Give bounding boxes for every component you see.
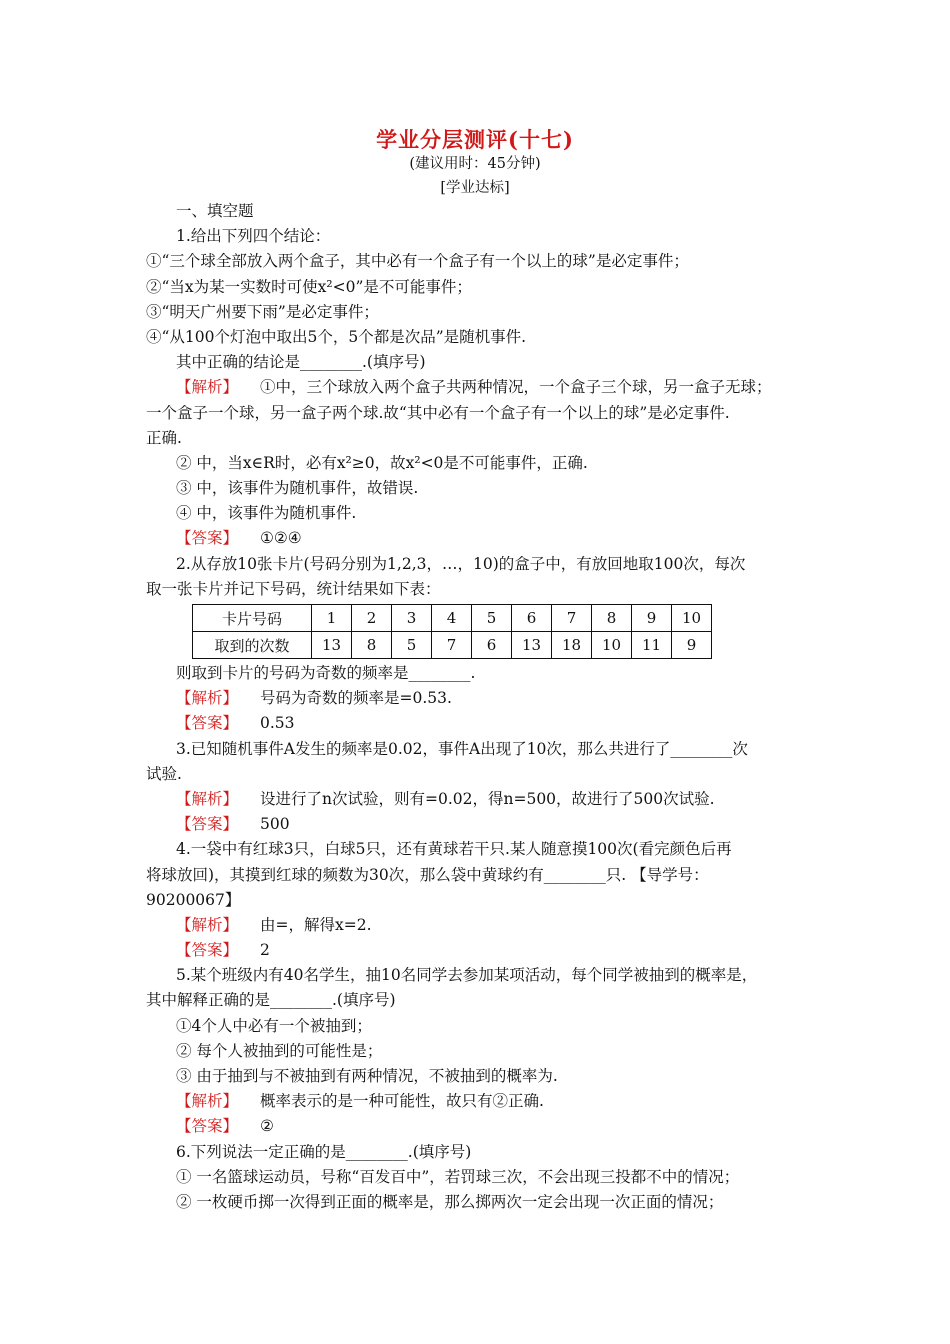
table-row bbox=[193, 632, 712, 659]
frequency-table bbox=[192, 604, 712, 659]
q3-stem-line-1: 3.已知随机事件A发生的频率是0.02，事件A出现了10次，那么共进行了________次 bbox=[176, 739, 748, 758]
q2-ask: 则取到卡片的号码为奇数的频率是________. bbox=[176, 664, 476, 682]
q4-answer bbox=[146, 938, 806, 963]
table-header-cell: 取到的次数 bbox=[193, 632, 312, 659]
q5-item-1: ①4个人中必有一个被抽到； bbox=[176, 1016, 372, 1035]
analysis-label: 【解析】 bbox=[176, 915, 239, 934]
q1-stem: 1.给出下列四个结论： bbox=[176, 227, 331, 246]
q6-item-2: ② 一枚硬币掷一次得到正面的概率是，那么掷两次一定会出现一次正面的情况； bbox=[176, 1192, 724, 1211]
q3-answer-text: 500 bbox=[260, 815, 290, 834]
document-body bbox=[146, 199, 806, 1215]
table-cell: 5 bbox=[472, 605, 512, 632]
q4-stem-line-1: 4.一袋中有红球3只，白球5只，还有黄球若干只.某人随意摸100次(看完颜色后再 bbox=[176, 840, 732, 859]
table-cell: 10 bbox=[592, 632, 632, 659]
q3-analysis-text: 设进行了n次试验，则有=0.02，得n=500，故进行了500次试验. bbox=[260, 789, 715, 808]
q3-stem-line-2: 试验. bbox=[146, 764, 182, 783]
answer-label: 【答案】 bbox=[176, 1117, 239, 1136]
table-row bbox=[193, 605, 712, 632]
part-heading: 一、填空题 bbox=[176, 202, 254, 220]
answer-label: 【答案】 bbox=[176, 941, 239, 960]
table-header-cell: 卡片号码 bbox=[193, 605, 312, 632]
q4-analysis-text: 由=，解得x=2. bbox=[260, 915, 372, 934]
q5-stem-line-2: 其中解释正确的是________.(填序号) bbox=[146, 991, 396, 1010]
table-cell: 9 bbox=[672, 632, 712, 659]
q2-answer bbox=[146, 711, 806, 736]
q4-stem-line-3: 90200067】 bbox=[146, 890, 241, 909]
q6-stem: 6.下列说法一定正确的是________.(填序号) bbox=[176, 1142, 472, 1161]
q1-item-4: ④“从100个灯泡中取出5个，5个都是次品”是随机事件. bbox=[146, 327, 527, 346]
q2-analysis bbox=[146, 686, 806, 711]
q1-analysis-line-6: ④ 中，该事件为随机事件. bbox=[176, 504, 357, 523]
page-title: 学业分层测评(十七) bbox=[376, 127, 574, 152]
table-cell: 6 bbox=[472, 632, 512, 659]
q5-item-2: ② 每个人被抽到的可能性是； bbox=[176, 1041, 383, 1060]
q5-analysis-text: 概率表示的是一种可能性，故只有②正确. bbox=[260, 1092, 544, 1111]
answer-label: 【答案】 bbox=[176, 815, 239, 834]
q1-item-3: ③“明天广州要下雨”是必定事件； bbox=[146, 302, 379, 321]
q2-stem-line-2: 取一张卡片并记下号码，统计结果如下表： bbox=[146, 579, 441, 598]
analysis-label: 【解析】 bbox=[176, 789, 239, 808]
table-cell: 13 bbox=[512, 632, 552, 659]
q1-analysis-text: ①中，三个球放入两个盒子共两种情况，一个盒子三个球，另一盒子无球； bbox=[260, 378, 772, 397]
table-cell: 5 bbox=[392, 632, 432, 659]
q5-answer-text: ② bbox=[260, 1117, 274, 1136]
q1-answer-text: ①②④ bbox=[260, 529, 302, 548]
q3-analysis bbox=[146, 787, 806, 812]
table-cell: 6 bbox=[512, 605, 552, 632]
table-cell: 13 bbox=[312, 632, 352, 659]
table-cell: 9 bbox=[632, 605, 672, 632]
q1-analysis-line-3: 正确. bbox=[146, 428, 182, 447]
answer-label: 【答案】 bbox=[176, 529, 239, 548]
q1-ask: 其中正确的结论是________.(填序号) bbox=[176, 353, 426, 372]
table-cell: 11 bbox=[632, 632, 672, 659]
table-cell: 8 bbox=[352, 632, 392, 659]
q3-answer bbox=[146, 812, 806, 837]
q5-answer bbox=[146, 1114, 806, 1139]
q5-analysis bbox=[146, 1089, 806, 1114]
page-subtitle: (建议用时：45分钟) bbox=[409, 156, 541, 172]
table-cell: 3 bbox=[392, 605, 432, 632]
q4-stem-line-2: 将球放回)，其摸到红球的频数为30次，那么袋中黄球约有________只. 【导学号： bbox=[146, 865, 709, 884]
q2-answer-text: 0.53 bbox=[260, 714, 295, 733]
q4-analysis bbox=[146, 913, 806, 938]
answer-label: 【答案】 bbox=[176, 714, 239, 733]
q6-item-1: ① 一名篮球运动员，号称“百发百中”，若罚球三次，不会出现三投都不中的情况； bbox=[176, 1167, 740, 1186]
q4-answer-text: 2 bbox=[260, 941, 270, 960]
table-cell: 2 bbox=[352, 605, 392, 632]
table-cell: 1 bbox=[312, 605, 352, 632]
table-cell: 7 bbox=[552, 605, 592, 632]
q1-analysis-line-2: 一个盒子一个球，另一盒子两个球.故“其中必有一个盒子有一个以上的球”是必定事件. bbox=[146, 403, 730, 422]
q5-stem-line-1: 5.某个班级内有40名学生，抽10名同学去参加某项活动，每个同学被抽到的概率是， bbox=[176, 966, 758, 985]
q1-analysis-line-5: ③ 中，该事件为随机事件，故错误. bbox=[176, 479, 419, 498]
q1-item-2: ②“当x为某一实数时可使x²<0”是不可能事件； bbox=[146, 277, 472, 296]
section-heading: [学业达标] bbox=[440, 180, 510, 196]
table-cell: 10 bbox=[672, 605, 712, 632]
analysis-label: 【解析】 bbox=[176, 1092, 239, 1111]
q1-answer bbox=[146, 526, 806, 551]
analysis-label: 【解析】 bbox=[176, 689, 239, 708]
table-cell: 4 bbox=[432, 605, 472, 632]
q5-item-3: ③ 由于抽到与不被抽到有两种情况，不被抽到的概率为. bbox=[176, 1067, 558, 1085]
table-cell: 18 bbox=[552, 632, 592, 659]
table-cell: 8 bbox=[592, 605, 632, 632]
q1-analysis-line-4: ② 中，当x∈R时，必有x²≥0，故x²<0是不可能事件，正确. bbox=[176, 453, 588, 472]
analysis-label: 【解析】 bbox=[176, 378, 239, 397]
q1-analysis bbox=[146, 375, 806, 400]
q1-item-1: ①“三个球全部放入两个盒子，其中必有一个盒子有一个以上的球”是必定事件； bbox=[146, 252, 689, 271]
q2-analysis-text: 号码为奇数的频率是=0.53. bbox=[260, 689, 452, 708]
q2-stem-line-1: 2.从存放10张卡片(号码分别为1,2,3，…，10)的盒子中，有放回地取100次，每次 bbox=[176, 554, 746, 573]
table-cell: 7 bbox=[432, 632, 472, 659]
